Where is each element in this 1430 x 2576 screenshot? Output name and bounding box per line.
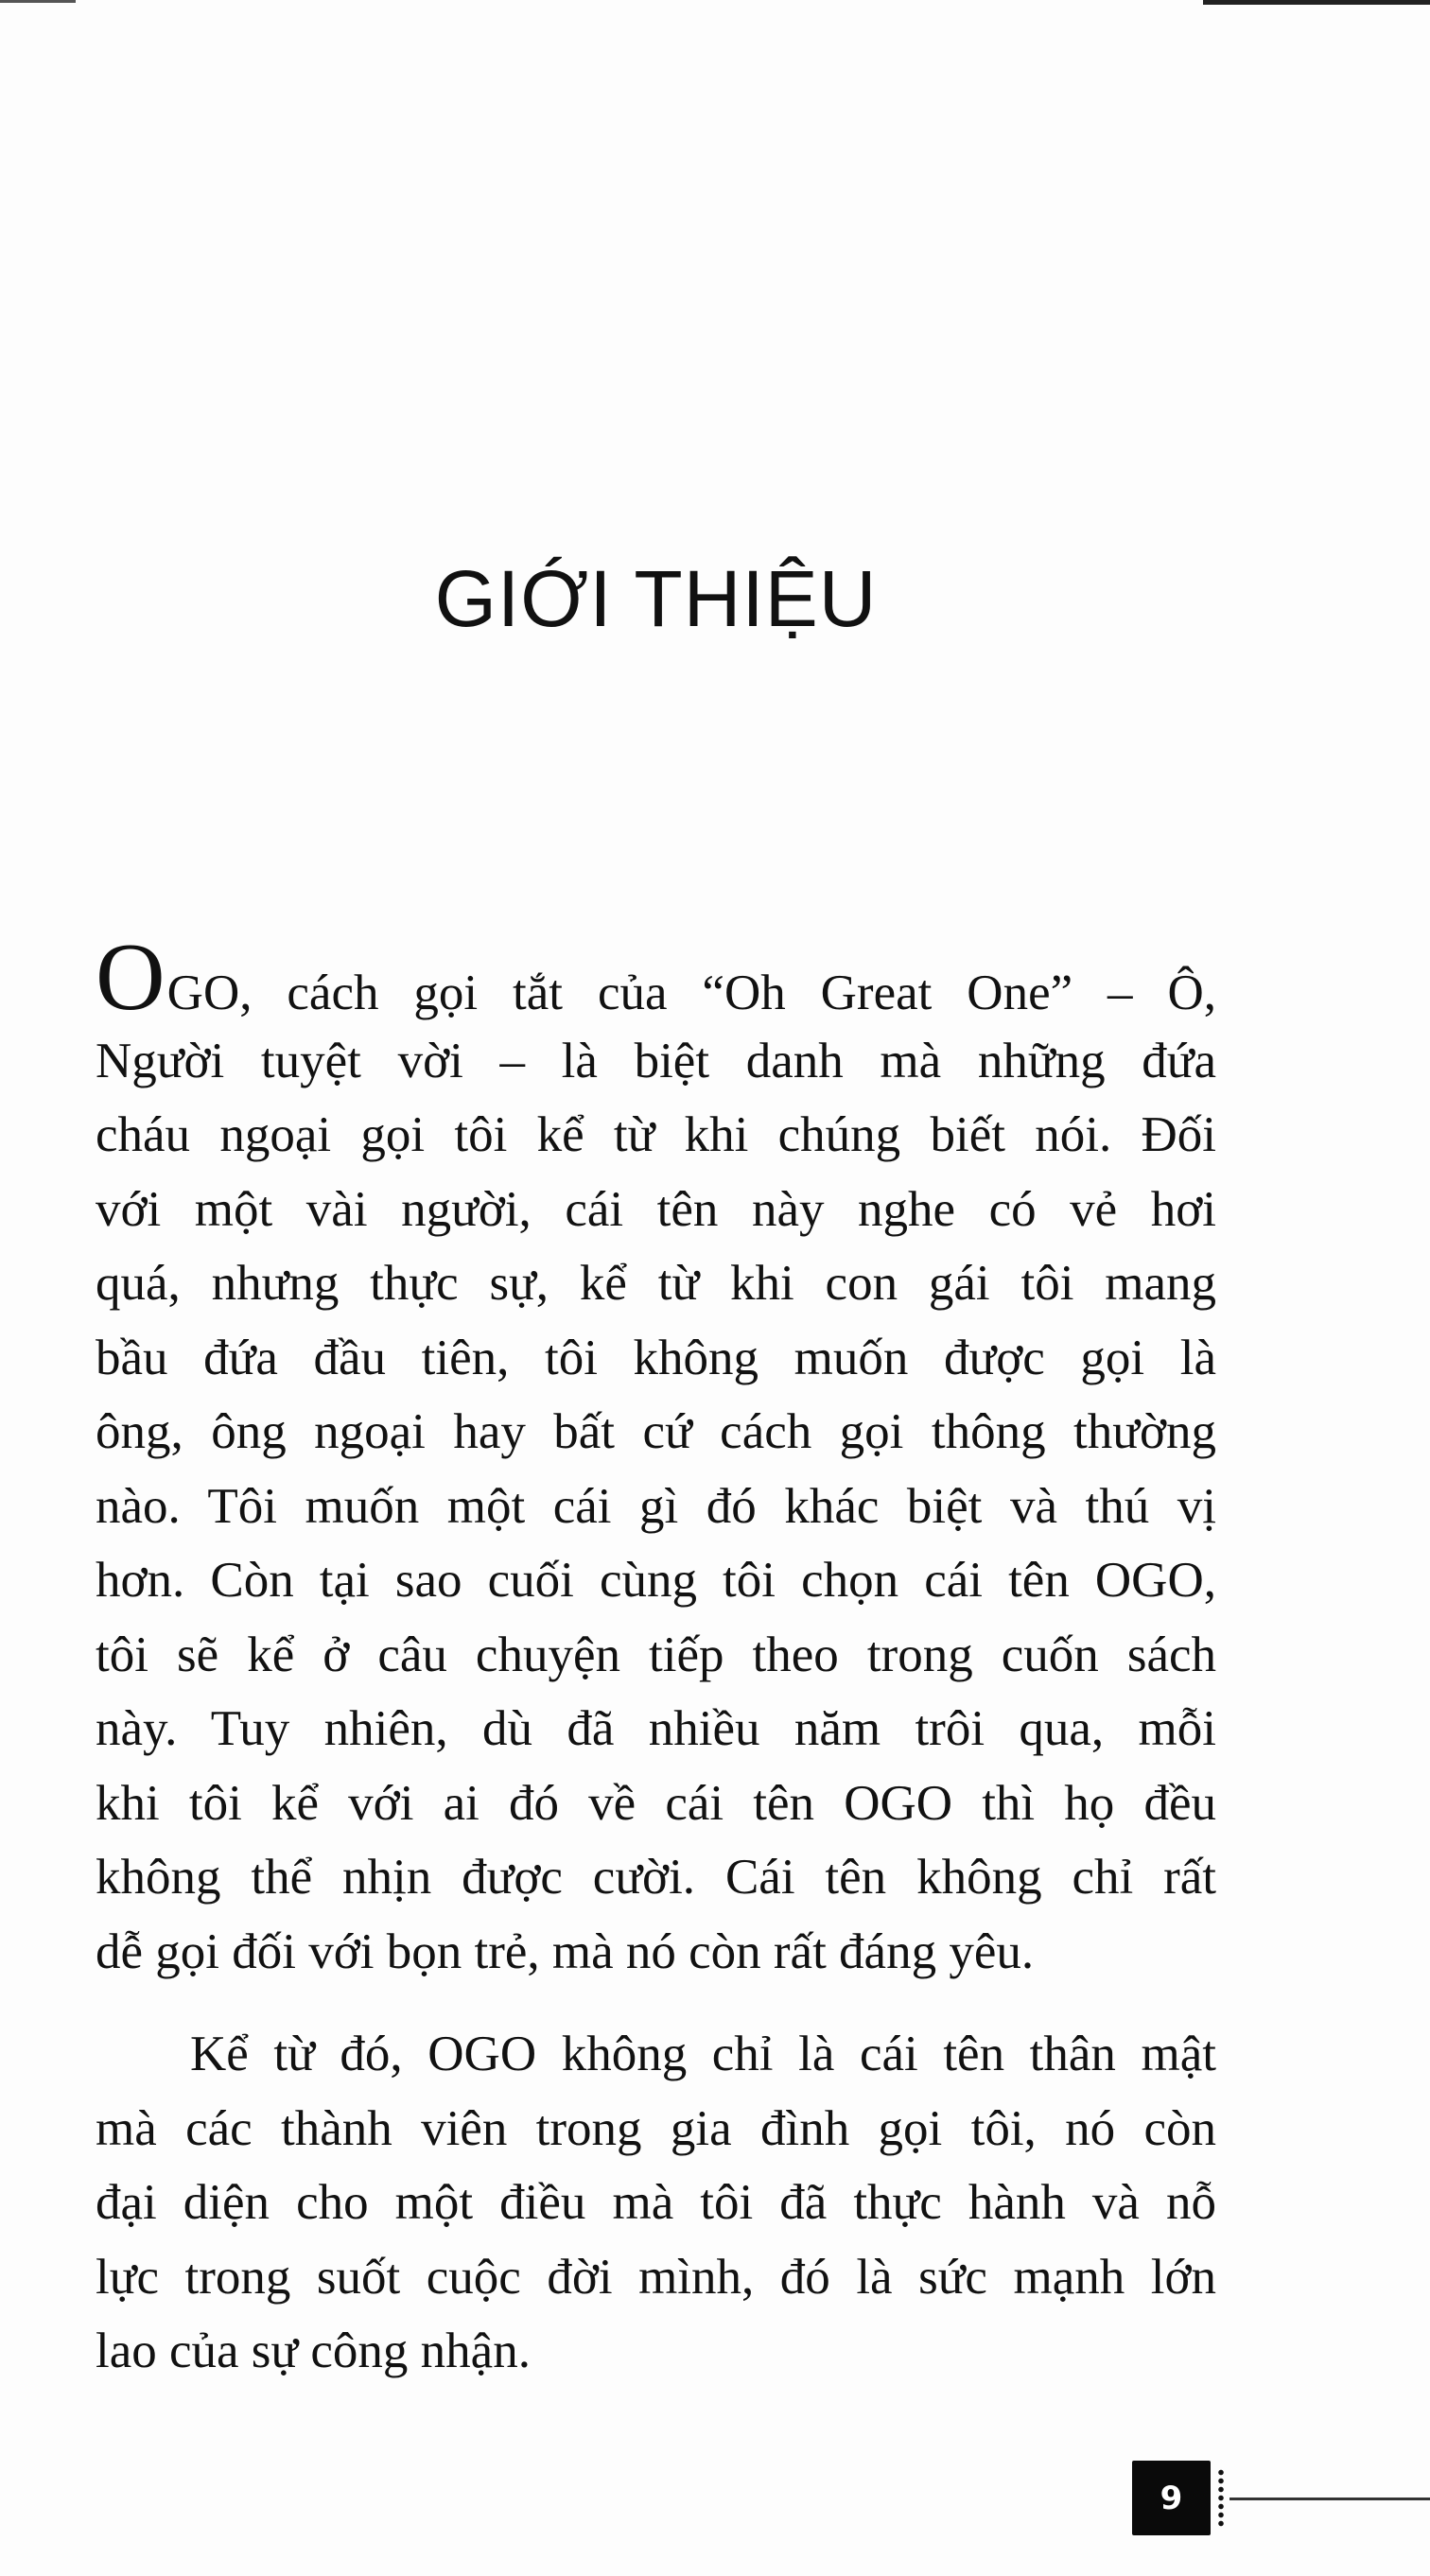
text-line: quá, nhưng thực sự, kể từ khi con gái tôi mang xyxy=(96,1256,1216,1311)
text-line: dễ gọi đối với bọn trẻ, mà nó còn rất đáng yêu. xyxy=(96,1923,1035,1979)
text-line: lực trong suốt cuộc đời mình, đó là sức mạnh lớn xyxy=(96,2249,1216,2305)
text-line: Kể từ đó, OGO không chỉ là cái tên thân mật xyxy=(190,2027,1216,2081)
drop-cap: O xyxy=(96,924,166,1031)
chapter-title: GIỚI THIỆU xyxy=(434,554,878,643)
text-line: này. Tuy nhiên, dù đã nhiều năm trôi qua, mỗi xyxy=(96,1701,1216,1756)
top-edge-rule-left xyxy=(0,0,76,3)
page-number: 9 xyxy=(1132,2461,1211,2535)
text-line: khi tôi kể với ai đó về cái tên OGO thì họ đều xyxy=(96,1775,1216,1831)
paragraph-1 xyxy=(96,924,1216,1989)
text-line-content: GO, cách gọi tắt của “Oh Great One” – Ô, xyxy=(166,966,1216,1020)
text-line: Người tuyệt vời – là biệt danh mà những đứa xyxy=(96,1033,1216,1088)
text-line: bầu đứa đầu tiên, tôi không muốn được gọi là xyxy=(96,1330,1216,1385)
text-line: hơn. Còn tại sao cuối cùng tôi chọn cái tên OGO, xyxy=(96,1553,1216,1608)
text-line: lao của sự công nhận. xyxy=(96,2324,531,2378)
page-number-rule xyxy=(1229,2498,1430,2500)
text-line: đại diện cho một điều mà tôi đã thực hành và nỗ xyxy=(96,2175,1216,2230)
text-line: không thể nhịn được cười. Cái tên không chỉ rất xyxy=(96,1850,1216,1905)
text-line: tôi sẽ kể ở câu chuyện tiếp theo trong cuốn sách xyxy=(96,1627,1216,1682)
text-line: cháu ngoại gọi tôi kể từ khi chúng biết nói. Đối xyxy=(96,1107,1216,1162)
top-edge-rule-right xyxy=(1203,0,1430,5)
page-number-dotted-divider xyxy=(1218,2468,1224,2529)
text-line: mà các thành viên trong gia đình gọi tôi, nó còn xyxy=(96,2100,1216,2156)
text-line: với một vài người, cái tên này nghe có vẻ hơi xyxy=(96,1181,1216,1237)
paragraph-2 xyxy=(96,2017,1216,2389)
text-line: nào. Tôi muốn một cái gì đó khác biệt và thú vị xyxy=(96,1478,1216,1534)
text-line xyxy=(96,924,1216,1031)
text-line: ông, ông ngoại hay bất cứ cách gọi thông thường xyxy=(96,1404,1216,1459)
